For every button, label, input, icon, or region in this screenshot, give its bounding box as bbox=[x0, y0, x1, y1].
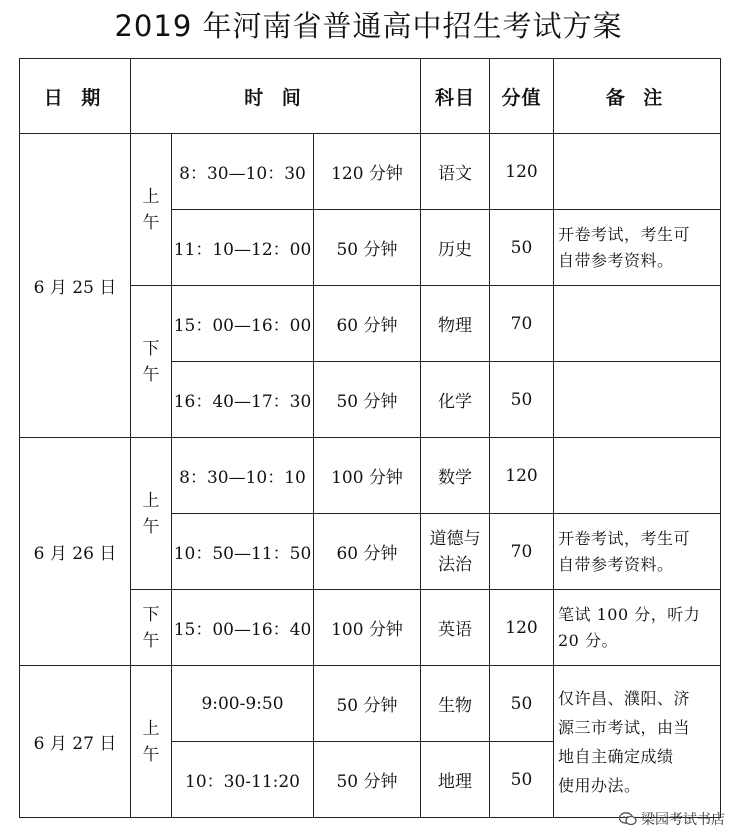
header-score: 分值 bbox=[490, 59, 554, 134]
score-cell: 120 bbox=[490, 134, 554, 210]
watermark-text: 梁园考试书店 bbox=[641, 812, 725, 828]
score-cell: 120 bbox=[490, 590, 554, 666]
date-cell: 6 月 27 日 bbox=[20, 666, 131, 818]
note-cell: 开卷考试，考生可 自带参考资料。 bbox=[554, 210, 721, 286]
header-row bbox=[20, 59, 721, 134]
time-cell: 8：30—10：10 bbox=[172, 438, 314, 514]
note-cell bbox=[554, 438, 721, 514]
subject-cell: 数学 bbox=[421, 438, 490, 514]
duration-cell: 120 分钟 bbox=[314, 134, 421, 210]
date-cell: 6 月 26 日 bbox=[20, 438, 131, 666]
score-cell: 50 bbox=[490, 742, 554, 818]
time-cell: 8：30—10：30 bbox=[172, 134, 314, 210]
period-am: 上 午 bbox=[131, 134, 172, 286]
period-am: 上 午 bbox=[131, 666, 172, 818]
subject-cell: 化学 bbox=[421, 362, 490, 438]
exam-schedule-table bbox=[19, 58, 721, 818]
time-cell: 9:00-9:50 bbox=[172, 666, 314, 742]
duration-cell: 50 分钟 bbox=[314, 666, 421, 742]
duration-cell: 60 分钟 bbox=[314, 514, 421, 590]
time-cell: 10：30-11:20 bbox=[172, 742, 314, 818]
subject-cell: 地理 bbox=[421, 742, 490, 818]
score-cell: 70 bbox=[490, 286, 554, 362]
time-cell: 15：00—16：00 bbox=[172, 286, 314, 362]
table-row bbox=[20, 666, 721, 742]
header-time: 时 间 bbox=[131, 59, 421, 134]
score-cell: 70 bbox=[490, 514, 554, 590]
wechat-icon bbox=[619, 812, 637, 826]
duration-cell: 100 分钟 bbox=[314, 438, 421, 514]
table-row bbox=[20, 134, 721, 210]
note-cell bbox=[554, 286, 721, 362]
table-row bbox=[20, 438, 721, 514]
header-date: 日 期 bbox=[20, 59, 131, 134]
duration-cell: 50 分钟 bbox=[314, 362, 421, 438]
time-cell: 10：50—11：50 bbox=[172, 514, 314, 590]
watermark bbox=[619, 809, 725, 829]
page-title: 2019 年河南省普通高中招生考试方案 bbox=[114, 9, 623, 43]
time-cell: 16：40—17：30 bbox=[172, 362, 314, 438]
period-pm: 下 午 bbox=[131, 286, 172, 438]
subject-cell: 历史 bbox=[421, 210, 490, 286]
note-cell: 笔试 100 分，听力 20 分。 bbox=[554, 590, 721, 666]
note-cell: 开卷考试，考生可 自带参考资料。 bbox=[554, 514, 721, 590]
header-subject: 科目 bbox=[421, 59, 490, 134]
header-note: 备 注 bbox=[554, 59, 721, 134]
score-cell: 120 bbox=[490, 438, 554, 514]
time-cell: 11：10—12：00 bbox=[172, 210, 314, 286]
subject-cell: 语文 bbox=[421, 134, 490, 210]
subject-cell: 道德与 法治 bbox=[421, 514, 490, 590]
duration-cell: 50 分钟 bbox=[314, 210, 421, 286]
period-am: 上 午 bbox=[131, 438, 172, 590]
note-cell bbox=[554, 134, 721, 210]
duration-cell: 100 分钟 bbox=[314, 590, 421, 666]
duration-cell: 60 分钟 bbox=[314, 286, 421, 362]
period-pm: 下 午 bbox=[131, 590, 172, 666]
subject-cell: 物理 bbox=[421, 286, 490, 362]
score-cell: 50 bbox=[490, 362, 554, 438]
duration-cell: 50 分钟 bbox=[314, 742, 421, 818]
subject-cell: 生物 bbox=[421, 666, 490, 742]
note-cell bbox=[554, 362, 721, 438]
note-cell: 仅许昌、濮阳、济 源三市考试，由当 地自主确定成绩 使用办法。 bbox=[554, 666, 721, 818]
score-cell: 50 bbox=[490, 210, 554, 286]
subject-cell: 英语 bbox=[421, 590, 490, 666]
score-cell: 50 bbox=[490, 666, 554, 742]
date-cell: 6 月 25 日 bbox=[20, 134, 131, 438]
time-cell: 15：00—16：40 bbox=[172, 590, 314, 666]
